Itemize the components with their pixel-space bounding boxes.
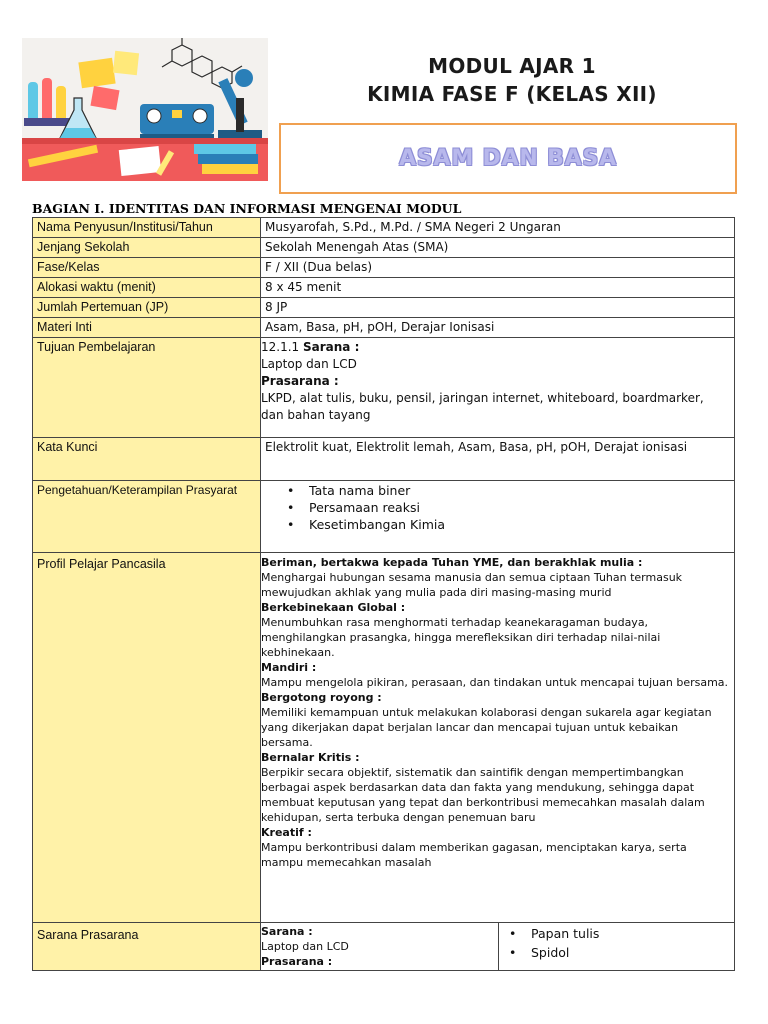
module-identity-table	[32, 217, 735, 971]
profil-title: Kreatif :	[261, 826, 312, 839]
row-value: 8 x 45 menit	[261, 278, 735, 298]
chemistry-lab-illustration	[22, 38, 268, 181]
table-row	[33, 481, 735, 553]
sarana-right	[499, 923, 734, 970]
row-value: Asam, Basa, pH, pOH, Derajar Ionisasi	[261, 318, 735, 338]
profil-title: Bernalar Kritis :	[261, 751, 360, 764]
profil-desc: Mampu berkontribusi dalam memberikan gagasan, menciptakan karya, serta mampu memecahkan masalah	[261, 841, 687, 869]
row-label: Fase/Kelas	[33, 258, 261, 278]
tujuan-line-3: Prasarana :	[261, 374, 339, 388]
sarana-split	[261, 923, 734, 970]
profil-title: Bergotong royong :	[261, 691, 382, 704]
profil-desc: Memiliki kemampuan untuk melakukan kolaborasi dengan sukarela agar kegiatan yang dikerjakan dapat berjalan lancar dan mencapai tujuan untuk kebaikan bersama.	[261, 706, 712, 749]
table-row	[33, 258, 735, 278]
sarana-line-1: Sarana :	[261, 925, 313, 938]
profil-desc: Mampu mengelola pikiran, perasaan, dan tindakan untuk mencapai tujuan bersama.	[261, 676, 729, 689]
profil-title: Mandiri :	[261, 661, 317, 674]
list-item: • Kesetimbangan Kimia	[287, 516, 730, 533]
tujuan-line-2: Laptop dan LCD	[261, 357, 357, 371]
list-item: • Papan tulis	[509, 924, 730, 943]
row-label: Materi Inti	[33, 318, 261, 338]
table-row	[33, 438, 735, 481]
row-value-profil	[261, 553, 735, 923]
row-value: Sekolah Menengah Atas (SMA)	[261, 238, 735, 258]
table-row	[33, 238, 735, 258]
sarana-left	[261, 923, 499, 970]
section-heading: BAGIAN I. IDENTITAS DAN INFORMASI MENGENAI MODUL	[32, 201, 462, 216]
profil-desc: Berpikir secara objektif, sistematik dan saintifik dengan mempertimbangkan berbagai aspek berdasarkan data dan fakta yang mendukung, sehingga dapat membuat keputusan yang tepat dan berkontribusi memecahkan masalah dalam kehidupan, serta terbuka dengan penemuan baru	[261, 766, 705, 824]
profil-title: Berkebinekaan Global :	[261, 601, 406, 614]
row-value-kata-kunci: Elektrolit kuat, Elektrolit lemah, Asam, Basa, pH, pOH, Derajat ionisasi	[261, 438, 735, 481]
table-row	[33, 278, 735, 298]
row-label: Jenjang Sekolah	[33, 238, 261, 258]
row-value-sarana	[261, 923, 735, 971]
profil-desc: Menumbuhkan rasa menghormati terhadap keanekaragaman budaya, menghilangkan prasangka, hingga merefleksikan diri terhadap nilai-nilai kebhinekaan.	[261, 616, 661, 659]
lab-illustration-svg	[22, 38, 268, 181]
module-title	[282, 52, 742, 108]
table-row	[33, 923, 735, 971]
row-label: Nama Penyusun/Institusi/Tahun	[33, 218, 261, 238]
row-label: Jumlah Pertemuan (JP)	[33, 298, 261, 318]
row-value: 8 JP	[261, 298, 735, 318]
profil-title: Beriman, bertakwa kepada Tuhan YME, dan berakhlak mulia :	[261, 556, 643, 569]
table-row	[33, 553, 735, 923]
table-row	[33, 318, 735, 338]
list-item: • Persamaan reaksi	[287, 499, 730, 516]
sarana-line-3: Prasarana :	[261, 955, 333, 968]
row-label: Sarana Prasarana	[33, 923, 261, 971]
profil-desc: Menghargai hubungan sesama manusia dan semua ciptaan Tuhan termasuk mewujudkan akhlak yang mulia pada diri masing-masing murid	[261, 571, 683, 599]
row-value-tujuan	[261, 338, 735, 438]
sarana-list	[503, 924, 730, 962]
row-label: Kata Kunci	[33, 438, 261, 481]
row-label: Profil Pelajar Pancasila	[33, 553, 261, 923]
tujuan-line-1: 12.1.1 Sarana :	[261, 340, 360, 354]
topic-title: ASAM DAN BASA	[399, 146, 617, 171]
row-label: Pengetahuan/Keterampilan Prasyarat	[33, 481, 261, 553]
prasyarat-list	[265, 482, 730, 533]
list-item: • Tata nama biner	[287, 482, 730, 499]
row-label: Alokasi waktu (menit)	[33, 278, 261, 298]
topic-box	[279, 123, 737, 194]
title-line-2: KIMIA FASE F (KELAS XII)	[367, 82, 657, 106]
sarana-line-2: Laptop dan LCD	[261, 940, 349, 953]
title-line-1: MODUL AJAR 1	[428, 54, 596, 78]
table-row	[33, 218, 735, 238]
table-row	[33, 338, 735, 438]
row-value: Musyarofah, S.Pd., M.Pd. / SMA Negeri 2 Ungaran	[261, 218, 735, 238]
row-value: F / XII (Dua belas)	[261, 258, 735, 278]
row-value-prasyarat	[261, 481, 735, 553]
tujuan-line-4: LKPD, alat tulis, buku, pensil, jaringan internet, whiteboard, boardmarker, dan bahan tayang	[261, 391, 704, 422]
row-label: Tujuan Pembelajaran	[33, 338, 261, 438]
list-item: • Spidol	[509, 943, 730, 962]
table-row	[33, 298, 735, 318]
